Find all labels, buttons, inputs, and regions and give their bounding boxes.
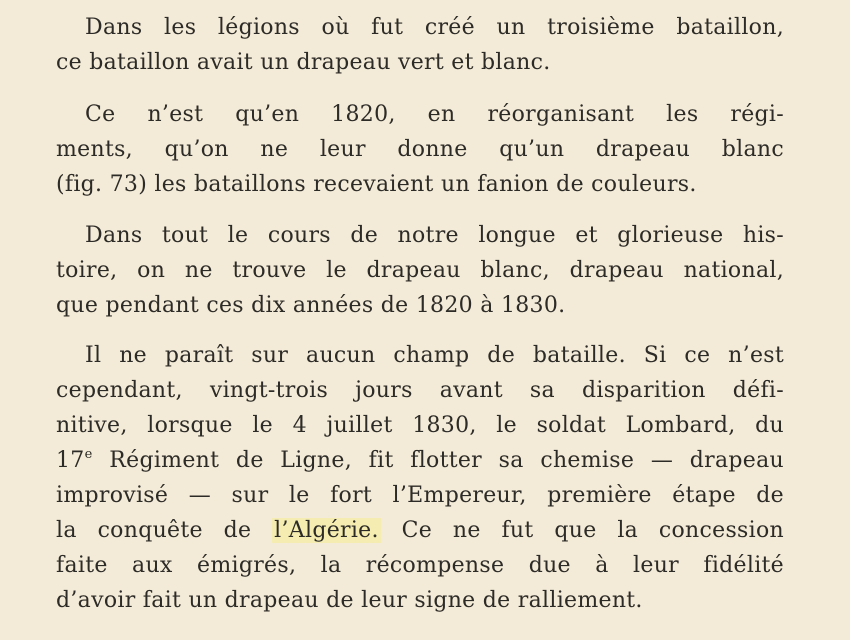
highlighted-text: l’Algérie. xyxy=(274,518,379,543)
text-line: ments, qu’on ne leur donne qu’un drapeau blanc xyxy=(56,137,784,162)
text-line: ce bataillon avait un drapeau vert et blanc. xyxy=(56,50,551,75)
text-line xyxy=(56,443,784,478)
text-line: nitive, lorsque le 4 juillet 1830, le soldat Lombard, du xyxy=(56,413,784,438)
text-line: cependant, vingt-trois jours avant sa disparition défi- xyxy=(56,378,784,403)
text-line: Il ne paraît sur aucun champ de bataille. Si ce n’est xyxy=(85,343,784,368)
text-line: (fig. 73) les bataillons recevaient un fanion de couleurs. xyxy=(56,172,697,197)
text-after-highlight: Ce ne fut que la concession xyxy=(380,518,784,543)
paragraph-3 xyxy=(56,218,784,323)
text-line: Dans tout le cours de notre longue et glorieuse his- xyxy=(85,223,784,248)
text-line: toire, on ne trouve le drapeau blanc, drapeau national, xyxy=(56,258,784,283)
paragraph-4 xyxy=(56,338,784,618)
text-line-rest: Régiment de Ligne, fit flotter sa chemise — drapeau xyxy=(92,448,784,473)
paragraph-1 xyxy=(56,10,784,80)
text-line: faite aux émigrés, la récompense due à leur fidélité xyxy=(56,553,784,578)
paragraph-2 xyxy=(56,97,784,202)
ordinal-superscript: e xyxy=(84,447,93,462)
text-line xyxy=(56,513,784,548)
text-line: d’avoir fait un drapeau de leur signe de ralliement. xyxy=(56,588,643,613)
regiment-number: 17 xyxy=(56,448,85,473)
text-line: improvisé — sur le fort l’Empereur, première étape de xyxy=(56,483,784,508)
text-line: Ce n’est qu’en 1820, en réorganisant les régi- xyxy=(85,102,784,127)
text-before-highlight: la conquête de xyxy=(56,518,273,543)
text-line: Dans les légions où fut créé un troisième bataillon, xyxy=(85,15,784,40)
text-line: que pendant ces dix années de 1820 à 1830. xyxy=(56,293,566,318)
